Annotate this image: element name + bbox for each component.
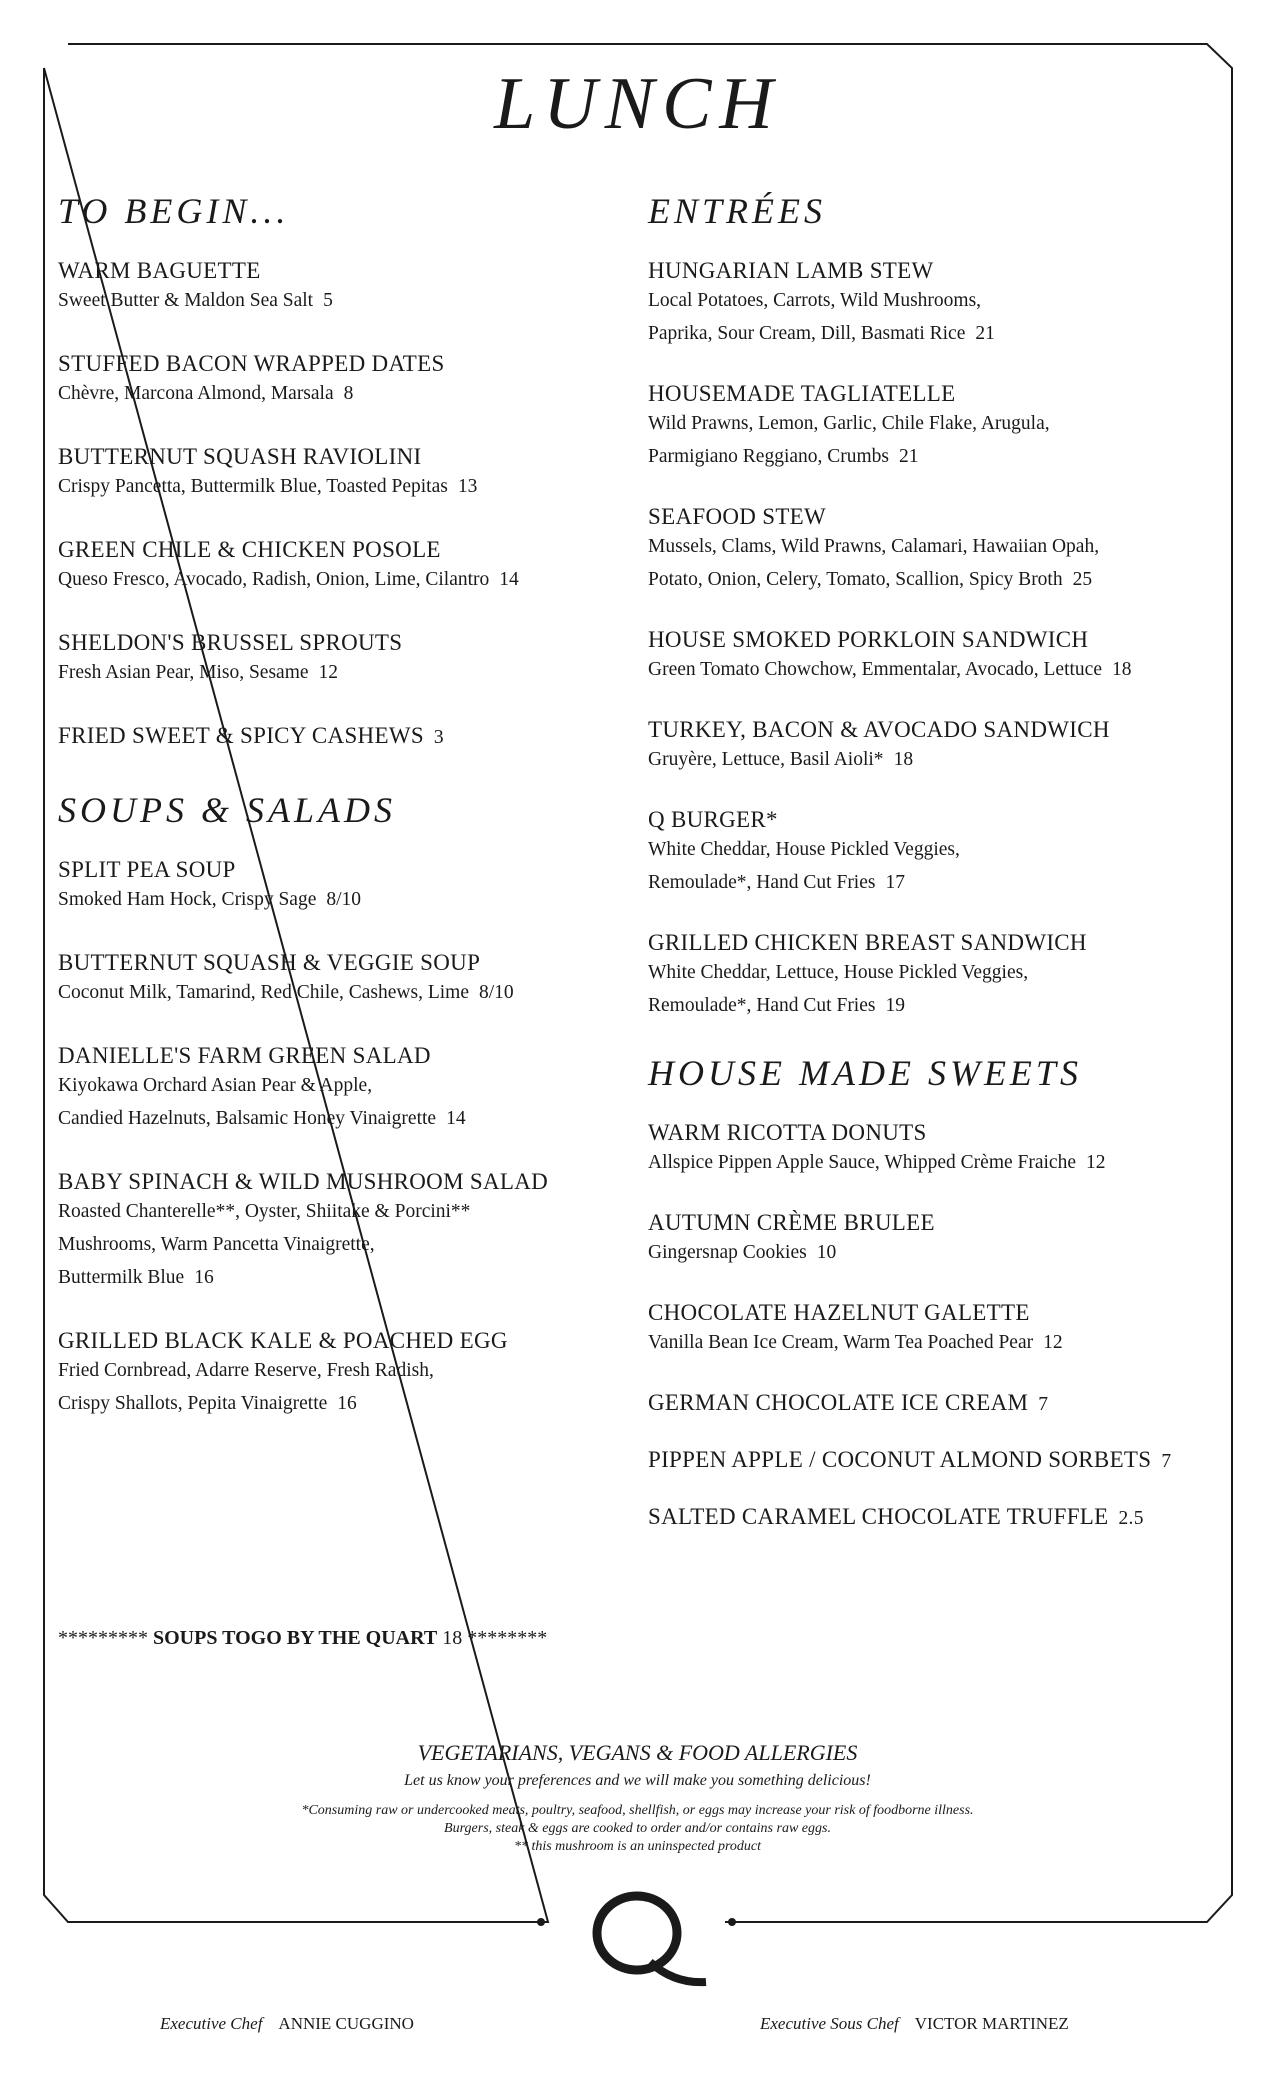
item-name-text: DANIELLE'S FARM GREEN SALAD <box>58 1043 431 1068</box>
item-price: 3 <box>433 727 444 748</box>
stars-right: ******** <box>467 1627 548 1649</box>
item-name <box>648 717 1238 743</box>
item-price: 17 <box>885 872 905 893</box>
menu-item <box>58 630 618 689</box>
item-name-text: GRILLED CHICKEN BREAST SANDWICH <box>648 930 1087 955</box>
item-description <box>58 1387 618 1420</box>
item-description-text: Crispy Shallots, Pepita Vinaigrette <box>58 1393 328 1414</box>
soups-togo-price: 18 <box>442 1627 463 1649</box>
item-description <box>58 377 618 410</box>
menu-item <box>648 504 1238 596</box>
menu-item <box>58 950 618 1009</box>
item-description <box>58 883 618 916</box>
item-name <box>648 807 1238 833</box>
item-description-text: White Cheddar, Lettuce, House Pickled Veggies, <box>648 962 1029 983</box>
item-name-text: Q BURGER* <box>648 807 778 832</box>
item-price: 16 <box>337 1393 357 1414</box>
item-description-text: Coconut Milk, Tamarind, Red Chile, Cashews, Lime <box>58 982 469 1003</box>
item-price: 8 <box>343 383 354 404</box>
item-name <box>58 1169 618 1195</box>
item-description-text: White Cheddar, House Pickled Veggies, <box>648 839 960 860</box>
soups-togo-label: SOUPS TOGO BY THE QUART <box>153 1627 438 1649</box>
item-name <box>58 537 618 563</box>
item-name-text: SALTED CARAMEL CHOCOLATE TRUFFLE <box>648 1504 1109 1529</box>
stars-left: ********* <box>58 1627 148 1649</box>
item-description <box>58 563 618 596</box>
item-description <box>58 1261 618 1294</box>
item-name <box>58 630 618 656</box>
disclaimer-line: ** this mushroom is an uninspected product <box>513 1839 762 1854</box>
item-price: 2.5 <box>1118 1508 1144 1529</box>
menu-item <box>648 1210 1238 1269</box>
menu-item <box>648 807 1238 899</box>
item-name <box>648 1504 1238 1530</box>
item-name <box>648 930 1238 956</box>
item-name-text: BABY SPINACH & WILD MUSHROOM SALAD <box>58 1169 549 1194</box>
item-description-text: Remoulade*, Hand Cut Fries <box>648 995 876 1016</box>
item-price: 7 <box>1161 1451 1172 1472</box>
item-name <box>648 1390 1238 1416</box>
item-description <box>648 440 1238 473</box>
item-name <box>648 1300 1238 1326</box>
menu-item <box>58 537 618 596</box>
item-description <box>648 956 1238 989</box>
item-price: 7 <box>1038 1394 1049 1415</box>
soups-togo-note <box>58 1627 547 1650</box>
item-description-text: Vanilla Bean Ice Cream, Warm Tea Poached Pear <box>648 1332 1034 1353</box>
item-price: 14 <box>499 569 519 590</box>
menu-item <box>58 351 618 410</box>
item-price: 18 <box>1111 659 1132 680</box>
item-description <box>58 1354 618 1387</box>
item-description <box>648 1146 1238 1179</box>
item-name-text: GERMAN CHOCOLATE ICE CREAM <box>648 1390 1029 1415</box>
item-name <box>58 950 618 976</box>
item-description <box>648 653 1238 686</box>
menu-item <box>58 1043 618 1135</box>
chef-name: ANNIE CUGGINO <box>278 2014 414 2033</box>
item-description-text: Fresh Asian Pear, Miso, Sesame <box>58 662 309 683</box>
item-name <box>58 857 618 883</box>
item-description-text: Buttermilk Blue <box>58 1267 185 1288</box>
menu-item <box>648 1390 1238 1416</box>
item-description <box>58 1228 618 1261</box>
disclaimer-line: Burgers, steak & eggs are cooked to order and/or contains raw eggs. <box>444 1821 831 1836</box>
item-name <box>648 1210 1238 1236</box>
item-description <box>58 284 618 317</box>
item-description <box>648 743 1238 776</box>
executive-sous-chef <box>760 2014 1069 2034</box>
menu-item <box>648 930 1238 1022</box>
menu-item <box>58 444 618 503</box>
disclaimer-line: *Consuming raw or undercooked meats, poultry, seafood, shellfish, or eggs may increase your risk of foodborne illness. <box>301 1803 974 1818</box>
item-description-text: Wild Prawns, Lemon, Garlic, Chile Flake, Arugula, <box>648 413 1050 434</box>
item-description <box>648 1236 1238 1269</box>
item-name <box>648 504 1238 530</box>
item-price: 10 <box>816 1242 837 1263</box>
item-description-text: Green Tomato Chowchow, Emmentalar, Avocado, Lettuce <box>648 659 1102 680</box>
item-name <box>58 723 618 749</box>
item-description <box>58 1195 618 1228</box>
item-price: 21 <box>899 446 919 467</box>
item-name <box>58 351 618 377</box>
item-name-text: GREEN CHILE & CHICKEN POSOLE <box>58 537 441 562</box>
item-name-text: STUFFED BACON WRAPPED DATES <box>58 351 445 376</box>
item-name-text: CHOCOLATE HAZELNUT GALETTE <box>648 1300 1030 1325</box>
item-description <box>58 976 618 1009</box>
section-title: ENTRÉES <box>648 191 826 231</box>
section-to-begin <box>58 190 618 749</box>
item-name <box>648 627 1238 653</box>
allergy-heading: VEGETARIANS, VEGANS & FOOD ALLERGIES <box>417 1740 858 1765</box>
item-price: 5 <box>323 290 333 311</box>
item-price: 8/10 <box>478 982 514 1003</box>
item-name <box>648 381 1238 407</box>
item-description-text: Remoulade*, Hand Cut Fries <box>648 872 876 893</box>
item-name <box>58 444 618 470</box>
item-name-text: WARM RICOTTA DONUTS <box>648 1120 927 1145</box>
item-price: 21 <box>975 323 995 344</box>
chef-name: VICTOR MARTINEZ <box>914 2014 1069 2033</box>
item-price: 12 <box>1043 1332 1063 1353</box>
item-price: 12 <box>1086 1152 1106 1173</box>
item-name-text: BUTTERNUT SQUASH & VEGGIE SOUP <box>58 950 481 975</box>
menu-item <box>648 1504 1238 1530</box>
item-description-text: Gruyère, Lettuce, Basil Aioli* <box>648 749 884 770</box>
menu-item <box>648 381 1238 473</box>
item-description <box>648 530 1238 563</box>
q-logo <box>597 1896 706 1982</box>
item-description-text: Smoked Ham Hock, Crispy Sage <box>58 889 317 910</box>
left-column <box>58 190 618 1420</box>
item-description-text: Fried Cornbread, Adarre Reserve, Fresh Radish, <box>58 1360 434 1381</box>
chef-role: Executive Chef <box>160 2014 263 2033</box>
item-price: 13 <box>457 476 478 497</box>
section-title: TO BEGIN... <box>58 191 290 231</box>
item-description-text: Allspice Pippen Apple Sauce, Whipped Crème Fraiche <box>648 1152 1076 1173</box>
item-description <box>648 1326 1238 1359</box>
item-description <box>648 833 1238 866</box>
item-name-text: FRIED SWEET & SPICY CASHEWS <box>58 723 424 748</box>
right-column <box>648 190 1238 1530</box>
item-description <box>58 1102 618 1135</box>
item-description <box>648 317 1238 350</box>
item-price: 18 <box>893 749 914 770</box>
item-name-text: SPLIT PEA SOUP <box>58 857 236 882</box>
item-description-text: Candied Hazelnuts, Balsamic Honey Vinaigrette <box>58 1108 437 1129</box>
menu-item <box>648 1300 1238 1359</box>
item-name-text: HOUSE SMOKED PORKLOIN SANDWICH <box>648 627 1089 652</box>
item-description <box>648 407 1238 440</box>
item-description-text: Kiyokawa Orchard Asian Pear & Apple, <box>58 1075 373 1096</box>
item-name-text: HUNGARIAN LAMB STEW <box>648 258 934 283</box>
item-description-text: Paprika, Sour Cream, Dill, Basmati Rice <box>648 323 966 344</box>
item-description <box>58 470 618 503</box>
menu-item <box>58 723 618 749</box>
item-name-text: AUTUMN CRÈME BRULEE <box>648 1210 935 1235</box>
item-name <box>648 258 1238 284</box>
item-description-text: Mussels, Clams, Wild Prawns, Calamari, Hawaiian Opah, <box>648 536 1100 557</box>
item-name-text: SHELDON'S BRUSSEL SPROUTS <box>58 630 403 655</box>
item-description-text: Parmigiano Reggiano, Crumbs <box>648 446 890 467</box>
menu-item <box>648 1120 1238 1179</box>
item-name <box>648 1447 1238 1473</box>
item-price: 8/10 <box>326 889 362 910</box>
item-description-text: Potato, Onion, Celery, Tomato, Scallion, Spicy Broth <box>648 569 1063 590</box>
item-description <box>58 656 618 689</box>
menu-item <box>648 1447 1238 1473</box>
item-price: 25 <box>1072 569 1093 590</box>
item-price: 14 <box>446 1108 466 1129</box>
item-description <box>648 563 1238 596</box>
item-name-text: BUTTERNUT SQUASH RAVIOLINI <box>58 444 422 469</box>
menu-item <box>648 717 1238 776</box>
section-soups-salads <box>58 789 618 1420</box>
menu-item <box>58 1169 618 1294</box>
section-title: SOUPS & SALADS <box>58 790 396 830</box>
item-name-text: SEAFOOD STEW <box>648 504 827 529</box>
item-name <box>58 258 618 284</box>
disclaimer <box>0 1802 1275 1856</box>
item-name-text: GRILLED BLACK KALE & POACHED EGG <box>58 1328 508 1353</box>
item-description <box>648 866 1238 899</box>
item-price: 12 <box>318 662 339 683</box>
executive-chef <box>160 2014 414 2034</box>
item-description-text: Sweet Butter & Maldon Sea Salt <box>58 290 314 311</box>
item-name-text: PIPPEN APPLE / COCONUT ALMOND SORBETS <box>648 1447 1152 1472</box>
section-title: HOUSE MADE SWEETS <box>648 1053 1082 1093</box>
menu-item <box>58 857 618 916</box>
item-description <box>648 989 1238 1022</box>
item-price: 19 <box>885 995 905 1016</box>
chef-role: Executive Sous Chef <box>760 2014 899 2033</box>
item-name <box>58 1043 618 1069</box>
page-title: LUNCH <box>494 63 781 145</box>
menu-item <box>58 258 618 317</box>
item-name <box>58 1328 618 1354</box>
item-name-text: HOUSEMADE TAGLIATELLE <box>648 381 956 406</box>
item-price: 16 <box>194 1267 214 1288</box>
item-description-text: Roasted Chanterelle**, Oyster, Shiitake & Porcini** <box>58 1201 471 1222</box>
item-description-text: Local Potatoes, Carrots, Wild Mushrooms, <box>648 290 982 311</box>
menu-item <box>648 258 1238 350</box>
item-description-text: Gingersnap Cookies <box>648 1242 807 1263</box>
item-description-text: Chèvre, Marcona Almond, Marsala <box>58 383 334 404</box>
item-description <box>58 1069 618 1102</box>
allergy-subheading: Let us know your preferences and we will make you something delicious! <box>404 1772 871 1789</box>
section-entrees <box>648 190 1238 1022</box>
item-description <box>648 284 1238 317</box>
section-house-made-sweets <box>648 1052 1238 1530</box>
item-description-text: Crispy Pancetta, Buttermilk Blue, Toasted Pepitas <box>58 476 448 497</box>
item-name <box>648 1120 1238 1146</box>
item-description-text: Queso Fresco, Avocado, Radish, Onion, Lime, Cilantro <box>58 569 490 590</box>
item-description-text: Mushrooms, Warm Pancetta Vinaigrette, <box>58 1234 375 1255</box>
item-name-text: TURKEY, BACON & AVOCADO SANDWICH <box>648 717 1110 742</box>
item-name-text: WARM BAGUETTE <box>58 258 261 283</box>
menu-item <box>58 1328 618 1420</box>
menu-item <box>648 627 1238 686</box>
